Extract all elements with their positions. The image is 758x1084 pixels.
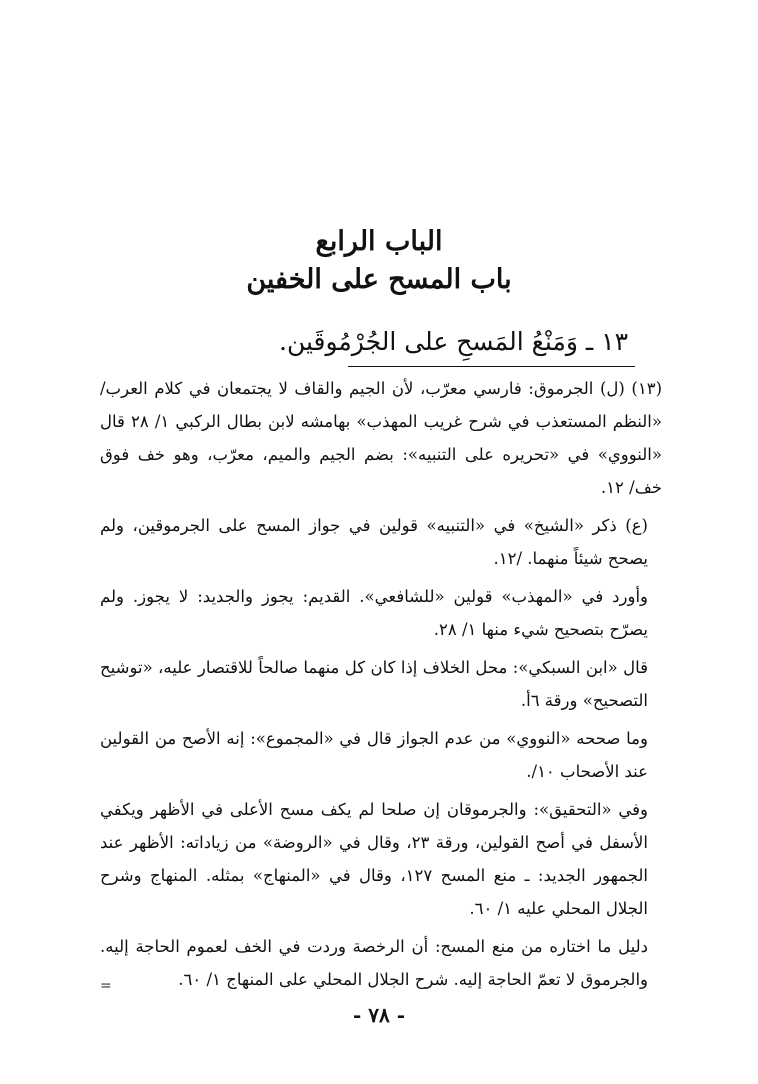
paragraph-nawawi: وما صححه «النووي» من عدم الجواز قال في «المجموع»: إنه الأصح من القولين عند الأصحاب ١٠/. <box>100 729 648 781</box>
entry-heading: ١٣ ـ وَمَنْعُ المَسحِ على الجُرْمُوقَين. <box>279 327 628 356</box>
paragraph-tahqiq: وفي «التحقيق»: والجرموقان إن صلحا لم يكف مسح الأعلى في الأظهر ويكفي الأسفل في أصح القولين، ورقة ٢٣، وقال في «الروضة» من زياداته: الأظهر عند الجمهور الجديد: ـ منع المسح ١٢٧، وقال في «المنهاج» بمثله. المنهاج وشرح الجلال المحلي عليه ١/ ٦٠. <box>100 800 648 918</box>
equals-mark: = <box>100 978 112 994</box>
paragraph-evidence: دليل ما اختاره من منع المسح: أن الرخصة وردت في الخف لعموم الحاجة إليه. والجرموق لا تعمّ الحاجة إليه. شرح الجلال المحلي على المنهاج ١/ ٦٠. <box>100 937 648 989</box>
paragraph-definition: (١٣) (ل) الجرموق: فارسي معرّب، لأن الجيم والقاف لا يجتمعان في كلام العرب/ «النظم المستعذب في شرح غريب المهذب» بهامشه لابن بطال الركبي ١/ ٢٨ قال «النووي» في «تحريره على التنبيه»: بضم الجيم والميم، معرّب، وهو خف فوق خف/ ١٢. <box>100 379 662 497</box>
paragraph-subki: قال «ابن السبكي»: محل الخلاف إذا كان كل منهما صالحاً للاقتصار عليه، «توشيح التصحيح» ورقة ٦أ. <box>100 658 648 710</box>
paragraph-muhadhdhab: وأورد في «المهذب» قولين «للشافعي». القديم: يجوز والجديد: لا يجوز. ولم يصرّح بتصحيح شيء منها ١/ ٢٨. <box>100 587 648 639</box>
commentary-body <box>100 372 662 1001</box>
heading-underline <box>348 366 635 367</box>
paragraph-tanbih: (ع) ذكر «الشيخ» في «التنبيه» قولين في جواز المسح على الجرموقين، ولم يصحح شيئاً منهما. /١٢. <box>100 516 648 568</box>
chapter-title: باب المسح على الخفين <box>246 264 512 295</box>
chapter-label: الباب الرابع <box>315 226 443 257</box>
page-number: - ٧٨ - <box>352 1003 405 1027</box>
